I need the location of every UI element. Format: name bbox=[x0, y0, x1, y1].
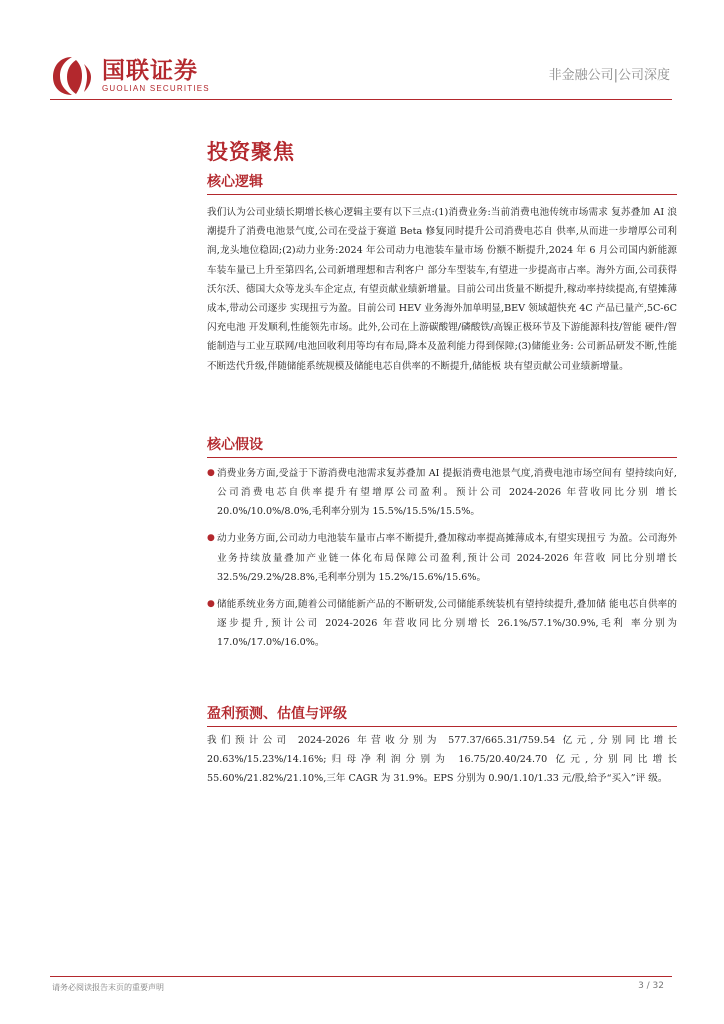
text-line: 级。 bbox=[648, 773, 668, 785]
list-item bbox=[207, 529, 677, 587]
list-item bbox=[207, 464, 677, 522]
text-line: 硬件/智能制造与工业互联网/电池回收利用等均有布局,降本及盈利能力得到保障;(3)储能业务: bbox=[207, 322, 678, 353]
text-line: 块有望贡献公司业绩新增量。 bbox=[503, 360, 629, 372]
text-line: 为盈。公司海外业务持续放量叠加产业链一体化布局保障公司盈利,预计公司 2024-2026 年营收 bbox=[217, 533, 677, 564]
text-line: 开发顺利,性能领先市场。此外,公司在上游碳酸锂/磷酸铁/高镍正极环节及下游能源科技/智能 bbox=[248, 322, 642, 334]
list-item bbox=[207, 595, 677, 653]
text-line: 20.63%/15.23%/14.16%;归母净利润分别为 16.75/20.40/24.70 亿元,分别同比增长 bbox=[207, 753, 677, 765]
text-line: 份额不断提升,2024 年 6 月公司国内新能源车装车量已上升至第四名,公司新增理想和吉利客户 bbox=[207, 245, 677, 276]
paragraph bbox=[207, 203, 677, 376]
main-content bbox=[207, 138, 677, 788]
footer-disclaimer: 请务必阅读报告末页的重要声明 bbox=[52, 983, 164, 992]
section-core-assumptions bbox=[207, 436, 677, 653]
text-line: 储能系统业务方面,随着公司储能新产品的不断研发,公司储能系统装机有望持续提升,叠加储 bbox=[217, 599, 606, 611]
text-line: 我们预计公司 2024-2026 年营收分别为 577.37/665.31/759.54 亿元,分别同比增长 bbox=[207, 734, 677, 746]
text-line: 复苏叠加 AI 浪潮提升了消费电池景气度,公司在受益于赛道 Beta 修复同时提升公司消费电芯自 bbox=[207, 207, 677, 238]
report-category: 非金融公司|公司深度 bbox=[548, 68, 670, 83]
text-line: 公司新品研发不断,性能不断迭代升级,伴随储能系统规模及储能电芯自供率的不断提升,储能板 bbox=[207, 341, 677, 372]
header-divider bbox=[50, 99, 672, 100]
text-line: 供率,从而进一步增厚公司利润,龙头地位稳固;(2)动力业务:2024 年公司动力电池装车量市场 bbox=[207, 226, 677, 257]
section-heading: 核心逻辑 bbox=[207, 173, 677, 195]
text-line: 率分别为 17.0%/17.0%/16.0%。 bbox=[217, 618, 678, 649]
footer-divider bbox=[50, 976, 672, 977]
text-line: 增长 20.0%/10.0%/8.0%,毛利率分别为 15.5%/15.5%/15.5%。 bbox=[217, 487, 678, 518]
text-line: 能电芯自供率的逐步提升,预计公司 2024-2026 年营收同比分别增长 26.1%/57.1%/30.9%,毛利 bbox=[217, 599, 677, 630]
assumption-list bbox=[207, 464, 677, 653]
section-heading: 核心假设 bbox=[207, 436, 677, 458]
text-line: 有望贡献业绩新增量。目前公司出货量不断提升,稼动率持续提高,有望摊薄成本,带动公司逐步 bbox=[207, 283, 677, 315]
text-line: 望持续向好,公司消费电芯自供率提升有望增厚公司盈利。预计公司 2024-2026 年营收同比分别 bbox=[217, 467, 677, 499]
section-forecast-valuation bbox=[207, 705, 677, 789]
paragraph bbox=[207, 731, 677, 789]
logo-english-name: GUOLIAN SECURITIES bbox=[102, 84, 210, 93]
text-line: 55.60%/21.82%/21.10%,三年 CAGR 为 31.9%。EPS 分别为 0.90/1.10/1.33 元/股,给予“买入”评 bbox=[207, 773, 646, 785]
page-header bbox=[0, 0, 724, 110]
text-line: 实现扭亏为盈。目前公司 HEV 业务海外加单明显,BEV 领域超快充 4C 产品已量产,5C-6C 闪充电池 bbox=[207, 303, 677, 334]
page-number: 3 / 32 bbox=[638, 981, 664, 991]
page-title: 投资聚焦 bbox=[207, 140, 295, 164]
logo-mark-icon bbox=[50, 54, 94, 98]
section-heading: 盈利预测、估值与评级 bbox=[207, 705, 677, 727]
text-line: 动力业务方面,公司动力电池装车量市占率不断提升,叠加稼动率提高摊薄成本,有望实现扭亏 bbox=[217, 533, 606, 545]
text-line: 部分车型装车,有望进一步提高市占率。海外方面,公司获得沃尔沃、德国大众等龙头车企定点, bbox=[207, 264, 677, 295]
text-line: 消费业务方面,受益于下游消费电池需求复苏叠加 AI 提振消费电池景气度,消费电池市场空间有 bbox=[217, 467, 622, 479]
company-logo bbox=[50, 54, 210, 98]
logo-chinese-name: 国联证券 bbox=[102, 58, 198, 84]
text-line: 我们认为公司业绩长期增长核心逻辑主要有以下三点:(1)消费业务:当前消费电池传统市场需求 bbox=[207, 207, 608, 218]
bullet-icon: ● bbox=[207, 533, 215, 544]
bullet-icon: ● bbox=[207, 467, 215, 478]
text-line: 同比分别增长 32.5%/29.2%/28.8%,毛利率分别为 15.2%/15.6%/15.6%。 bbox=[217, 552, 677, 583]
section-core-logic bbox=[207, 173, 677, 376]
bullet-icon: ● bbox=[207, 599, 215, 610]
